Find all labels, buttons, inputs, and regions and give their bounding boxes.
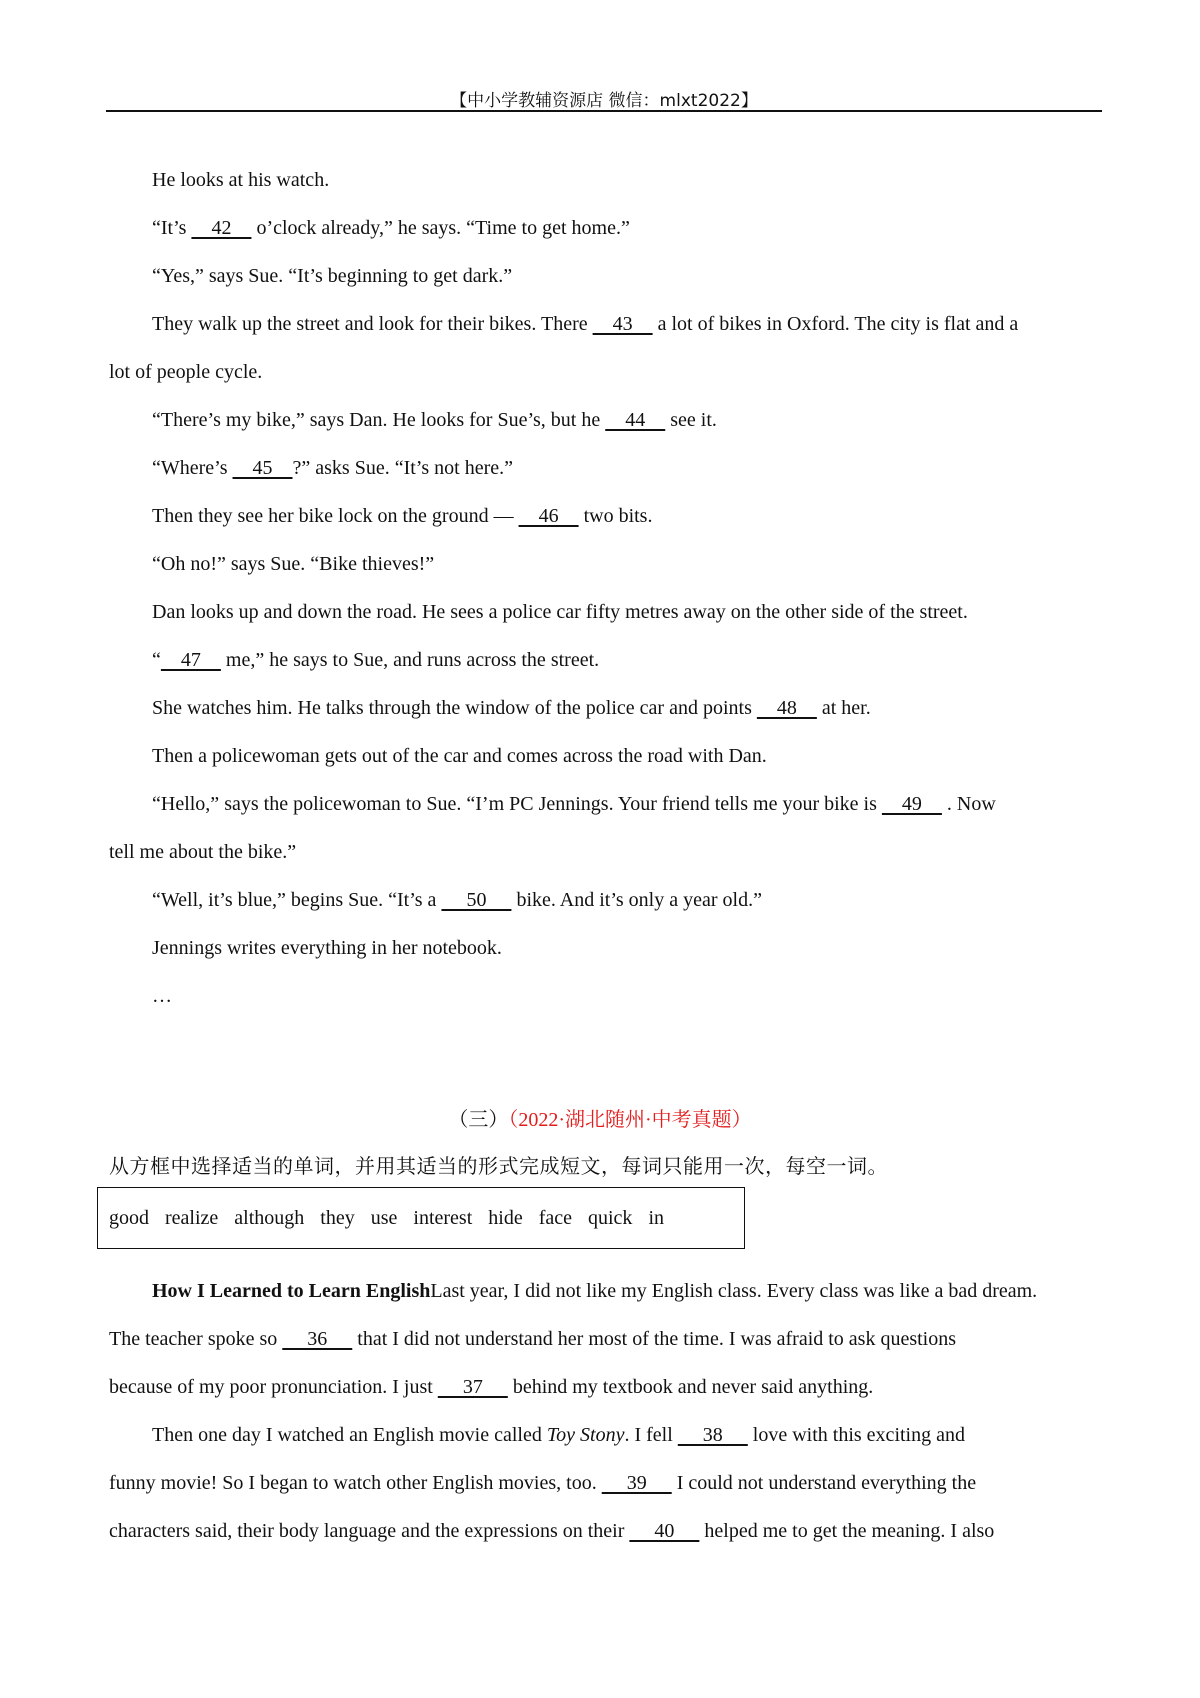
word-bank-item: quick — [588, 1206, 633, 1229]
passage-line — [109, 1471, 976, 1495]
story-line — [109, 360, 262, 384]
passage-line — [152, 1423, 965, 1447]
text-run: He looks at his watch. — [152, 169, 330, 191]
text-run: because of my poor pronunciation. I just — [109, 1376, 438, 1398]
word-bank-item: realize — [165, 1206, 219, 1229]
word-bank-item: interest — [413, 1206, 473, 1229]
text-run: … — [152, 985, 172, 1007]
answer-blank[interactable]: 44 — [605, 409, 666, 431]
word-bank-box — [97, 1187, 745, 1249]
text-run: “Hello,” says the policewoman to Sue. “I’m PC Jennings. Your friend tells me your bike is — [152, 793, 882, 815]
word-bank-item: hide — [488, 1206, 523, 1229]
answer-blank[interactable]: 45 — [232, 457, 293, 479]
page-header: 【中小学教辅资源店 微信：mlxt2022】 — [450, 91, 758, 111]
story-line — [109, 840, 296, 864]
story-line — [152, 264, 512, 288]
text-run: I could not understand everything the — [671, 1472, 977, 1494]
text-run: “Oh no!” says Sue. “Bike thieves!” — [152, 553, 435, 575]
section-number: （三） — [448, 1109, 509, 1131]
text-run: at her. — [816, 697, 871, 719]
word-bank-item: in — [648, 1206, 664, 1229]
story-line — [152, 888, 762, 912]
text-run: o’clock already,” he says. “Time to get home.” — [251, 217, 630, 239]
word-bank-item: they — [320, 1206, 355, 1229]
text-run: . I fell — [624, 1424, 678, 1446]
section-title — [0, 1103, 1200, 1132]
story-line — [152, 648, 599, 672]
answer-blank[interactable]: 43 — [592, 313, 653, 335]
text-run: love with this exciting and — [747, 1424, 965, 1446]
movie-title: Toy Stony — [546, 1424, 625, 1446]
answer-blank[interactable]: 49 — [881, 793, 942, 815]
word-bank-item: good — [109, 1206, 149, 1229]
answer-blank[interactable]: 40 — [629, 1520, 700, 1542]
text-run: behind my textbook and never said anything. — [507, 1376, 874, 1398]
answer-blank[interactable]: 42 — [191, 217, 252, 239]
text-run: Jennings writes everything in her notebook. — [152, 937, 502, 959]
section-source: （2022·湖北随州·中考真题） — [508, 1109, 752, 1131]
story-line — [152, 984, 172, 1008]
text-run: funny movie! So I began to watch other English movies, too. — [109, 1472, 602, 1494]
text-run: Then they see her bike lock on the ground — — [152, 505, 519, 527]
text-run: helped me to get the meaning. I also — [699, 1520, 995, 1542]
text-run: Then a policewoman gets out of the car and comes across the road with Dan. — [152, 745, 767, 767]
story-line — [152, 600, 968, 624]
text-run: Dan looks up and down the road. He sees a police car fifty metres away on the other side of the street. — [152, 601, 968, 623]
word-bank-item: use — [370, 1206, 398, 1229]
text-run: see it. — [665, 409, 717, 431]
text-run: ?” asks Sue. “It’s not here.” — [292, 457, 513, 479]
passage-line — [109, 1519, 994, 1543]
story-line — [152, 696, 871, 720]
text-run: They walk up the street and look for their bikes. There — [152, 313, 593, 335]
text-run: The teacher spoke so — [109, 1328, 283, 1350]
answer-blank[interactable]: 38 — [677, 1424, 748, 1446]
story-line — [152, 744, 767, 768]
text-run: “Well, it’s blue,” begins Sue. “It’s a — [152, 889, 442, 911]
text-run: tell me about the bike.” — [109, 841, 297, 863]
text-run: She watches him. He talks through the window of the police car and points — [152, 697, 757, 719]
text-run: “Where’s — [152, 457, 233, 479]
text-run: lot of people cycle. — [109, 361, 263, 383]
text-run: that I did not understand her most of the time. I was afraid to ask questions — [352, 1328, 957, 1350]
passage-line — [109, 1327, 956, 1351]
answer-blank[interactable]: 37 — [437, 1376, 508, 1398]
text-run: “ — [152, 649, 161, 671]
answer-blank[interactable]: 36 — [282, 1328, 353, 1350]
answer-blank[interactable]: 48 — [756, 697, 817, 719]
story-line — [152, 936, 502, 960]
text-run: characters said, their body language and the expressions on their — [109, 1520, 630, 1542]
answer-blank[interactable]: 39 — [601, 1472, 672, 1494]
story-line — [152, 216, 630, 240]
text-run: two bits. — [578, 505, 653, 527]
story-line — [152, 408, 717, 432]
story-line — [152, 504, 652, 528]
instruction-text: 从方框中选择适当的单词，并用其适当的形式完成短文，每词只能用一次，每空一词。 — [109, 1154, 888, 1178]
passage-line — [109, 1375, 873, 1399]
story-line — [152, 312, 1018, 336]
text-run: me,” he says to Sue, and runs across the street. — [220, 649, 600, 671]
text-run: “It’s — [152, 217, 192, 239]
text-run: “There’s my bike,” says Dan. He looks for Sue’s, but he — [152, 409, 606, 431]
answer-blank[interactable]: 47 — [160, 649, 221, 671]
story-line — [152, 456, 513, 480]
word-bank-item: face — [538, 1206, 572, 1229]
passage-title: How I Learned to Learn English — [152, 1280, 431, 1302]
story-line — [152, 168, 329, 192]
text-run: “Yes,” says Sue. “It’s beginning to get dark.” — [152, 265, 513, 287]
text-run: Then one day I watched an English movie called — [152, 1424, 547, 1446]
passage-line — [152, 1279, 1037, 1303]
text-run: Last year, I did not like my English class. Every class was like a bad dream. — [430, 1280, 1038, 1302]
answer-blank[interactable]: 50 — [441, 889, 512, 911]
header-divider — [106, 110, 1102, 112]
story-line — [152, 792, 996, 816]
story-line — [152, 552, 434, 576]
answer-blank[interactable]: 46 — [518, 505, 579, 527]
text-run: bike. And it’s only a year old.” — [511, 889, 762, 911]
word-bank-item: although — [234, 1206, 305, 1229]
text-run: . Now — [941, 793, 996, 815]
text-run: a lot of bikes in Oxford. The city is flat and a — [652, 313, 1019, 335]
